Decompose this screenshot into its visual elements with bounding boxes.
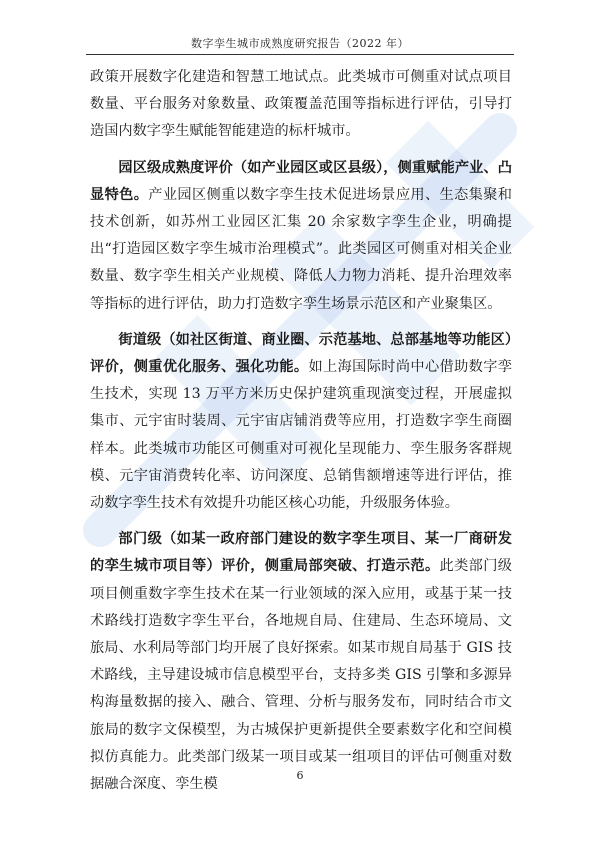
paragraph-street-level xyxy=(90,327,512,517)
paragraph-heading: 部门级（如某一政府部门建设的数字孪生项目、某一厂商研发的孪生城市项目等）评价，侧重局部突破、打造示范。 xyxy=(90,531,512,575)
paragraph-text: 如上海国际时尚中心借助数字孪生技术，实现 13 万平方米历史保护建筑重现演变过程，开展虚拟集市、元宇宙时装周、元宇宙店铺消费等应用，打造数字孪生商圈样本。此类城市功能区可侧重对可视化呈现能力、孪生服务客群规模、元宇宙消费转化率、访问深度、总销售额增速等进行评估，推动数字孪生技术有效提升功能区核心功能，升级服务体验。 xyxy=(90,359,512,512)
page-number: 6 xyxy=(296,769,304,782)
paragraph-heading: 园区级成熟度评价（如产业园区或区县级），侧重赋能产业、凸显特色。 xyxy=(90,159,512,203)
paragraph-heading: 街道级（如社区街道、商业圈、示范基地、总部基地等功能区）评价，侧重优化服务、强化功能。 xyxy=(90,331,512,376)
paragraph-continued xyxy=(90,64,512,146)
running-header: 数字孪生城市成熟度研究报告（2022 年） xyxy=(191,37,409,50)
paragraph-text: 此类部门级项目侧重数字孪生技术在某一行业领域的深入应用，或基于某一技术路线打造数字孪生平台，各地规自局、住建局、生态环境局、文旅局、水利局等部门均开展了良好探索。如某市规自局基于 GIS 技术路线，主导建设城市信息模型平台，支持多类 GIS 引擎和多源异构海量数据的接入、融合、管理、分析与服务发布，同时结合市文旅局的数字文保模型，为古城保护更新提供全要素数字化和空间模拟仿真能力。此类部门级某一项目或某一组项目的评估可侧重对数据融合深度、孪生模 xyxy=(90,558,512,793)
paragraph-department-level xyxy=(90,526,512,798)
body-text xyxy=(90,64,512,807)
paragraph-text: 政策开展数字化建造和智慧工地试点。此类城市可侧重对试点项目数量、平台服务对象数量、政策覆盖范围等指标进行评估，引导打造国内数字孪生赋能智能建造的标杆城市。 xyxy=(90,69,512,140)
paragraph-park-level xyxy=(90,155,512,318)
paragraph-text: 产业园区侧重以数字孪生技术促进场景应用、生态集聚和技术创新，如苏州工业园区汇集 20 余家数字孪生企业，明确提出“打造园区数字孪生城市治理模式”。此类园区可侧重对相关企业数量、数字孪生相关产业规模、降低人力物力消耗、提升治理效率等指标的进行评估，助力打造数字孪生场景示范区和产业聚集区。 xyxy=(90,186,512,312)
header-divider xyxy=(86,54,514,55)
